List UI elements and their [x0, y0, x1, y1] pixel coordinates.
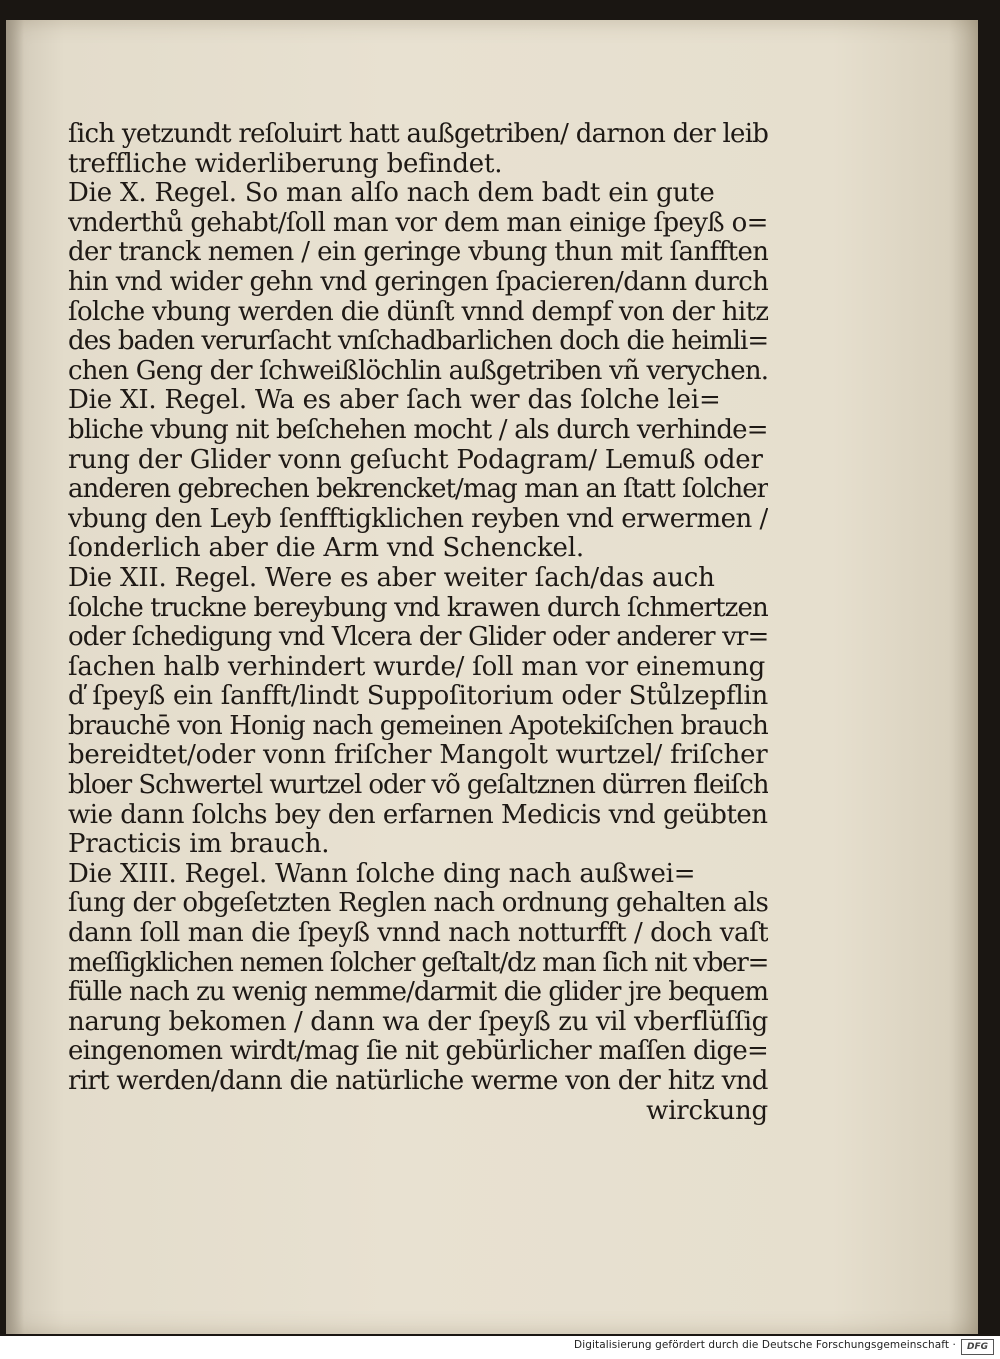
text-line: ſolche vbung werden die dünſt vnnd dempf von der hitz	[68, 297, 768, 327]
text-line: ſung der obgeſetzten Reglen nach ordnung gehalten als	[68, 889, 768, 919]
text-line: rirt werden/dann die natürliche werme von der hitz vnd	[68, 1067, 768, 1096]
text-line: Die XII. Regel. Were es aber weiter ſach/das auch	[68, 563, 715, 593]
text-line: wie dann ſolchs bey den erfarnen Medicis vnd geübten	[68, 800, 768, 830]
text-line: ď ſpeyß ein ſanfft/lindt Suppoſitorium oder Stůlzepflin	[68, 682, 768, 712]
text-line: oder ſchedigung vnd Vlcera der Glider oder anderer vr=	[68, 623, 768, 653]
catchword: wirckung	[646, 1096, 768, 1126]
footer-bar	[0, 1336, 1000, 1359]
text-line: vbung den Leyb ſenfftigklichen reyben vnd erwermen /	[68, 504, 768, 534]
text-line: ſachen halb verhindert wurde/ ſoll man vor einemung	[68, 652, 766, 682]
text-line: Die XIII. Regel. Wann ſolche ding nach außwei=	[68, 859, 696, 889]
page-text-block	[68, 120, 768, 1126]
text-line: bliche vbung nit beſchehen mocht / als durch verhinde=	[68, 415, 768, 445]
text-line: hin vnd wider gehn vnd geringen ſpacieren/dann durch	[68, 267, 768, 297]
text-line: bloer Schwertel wurtzel oder võ geſaltznen dürren fleiſch	[68, 771, 768, 801]
text-line: Die X. Regel. So man alſo nach dem badt ein gute	[68, 179, 715, 209]
text-line: brauchē von Honig nach gemeinen Apotekiſchen brauch	[68, 711, 768, 741]
text-line: anderen gebrechen bekrencket/mag man an ſtatt ſolcher	[68, 475, 768, 505]
text-line: eingenomen wirdt/mag ſie nit gebürlicher maſſen dige=	[68, 1037, 768, 1067]
text-line: der tranck nemen / ein geringe vbung thun mit ſanfften	[68, 238, 768, 268]
page-fold-shadow	[6, 20, 24, 1334]
text-line: ſolche truckne bereybung vnd krawen durch ſchmertzen	[68, 593, 768, 623]
text-line: Die XI. Regel. Wa es aber ſach wer das ſolche lei=	[68, 386, 721, 416]
text-line: ſich yetzundt reſoluirt hatt außgetriben/ darnon der leib	[68, 120, 768, 149]
dfg-credit-text: Digitalisierung gefördert durch die Deutsche Forschungsgemeinschaft ·	[574, 1339, 956, 1351]
text-line: narung bekomen / dann wa der ſpeyß zu vil vberflüſſig	[68, 1007, 768, 1037]
text-line: des baden verurſacht vnſchadbarlichen doch die heimli=	[68, 327, 768, 357]
text-line: bereidtet/oder vonn friſcher Mangolt wurtzel/ friſcher	[68, 741, 768, 771]
text-line: fülle nach zu wenig nemme/darmit die glider jre bequem	[68, 978, 768, 1008]
text-line: Practicis im brauch.	[68, 830, 330, 860]
text-line: chen Geng der ſchweißlöchlin außgetriben vñ verychen.	[68, 356, 768, 386]
text-line: vnderthů gehabt/ſoll man vor dem man einige ſpeyß o=	[68, 208, 768, 238]
text-line: rung der Glider vonn geſucht Podagram/ Lemuß oder	[68, 445, 763, 475]
book-page	[6, 20, 978, 1334]
text-line: dann ſoll man die ſpeyß vnnd nach notturfft / doch vaſt	[68, 919, 768, 949]
text-line: ſonderlich aber die Arm vnd Schenckel.	[68, 534, 584, 564]
text-line: treffliche widerliberung befindet.	[68, 149, 503, 179]
text-line: meſſigklichen nemen ſolcher geſtalt/dz man ſich nit vber=	[68, 948, 768, 978]
dfg-logo-icon: DFG	[961, 1339, 994, 1355]
